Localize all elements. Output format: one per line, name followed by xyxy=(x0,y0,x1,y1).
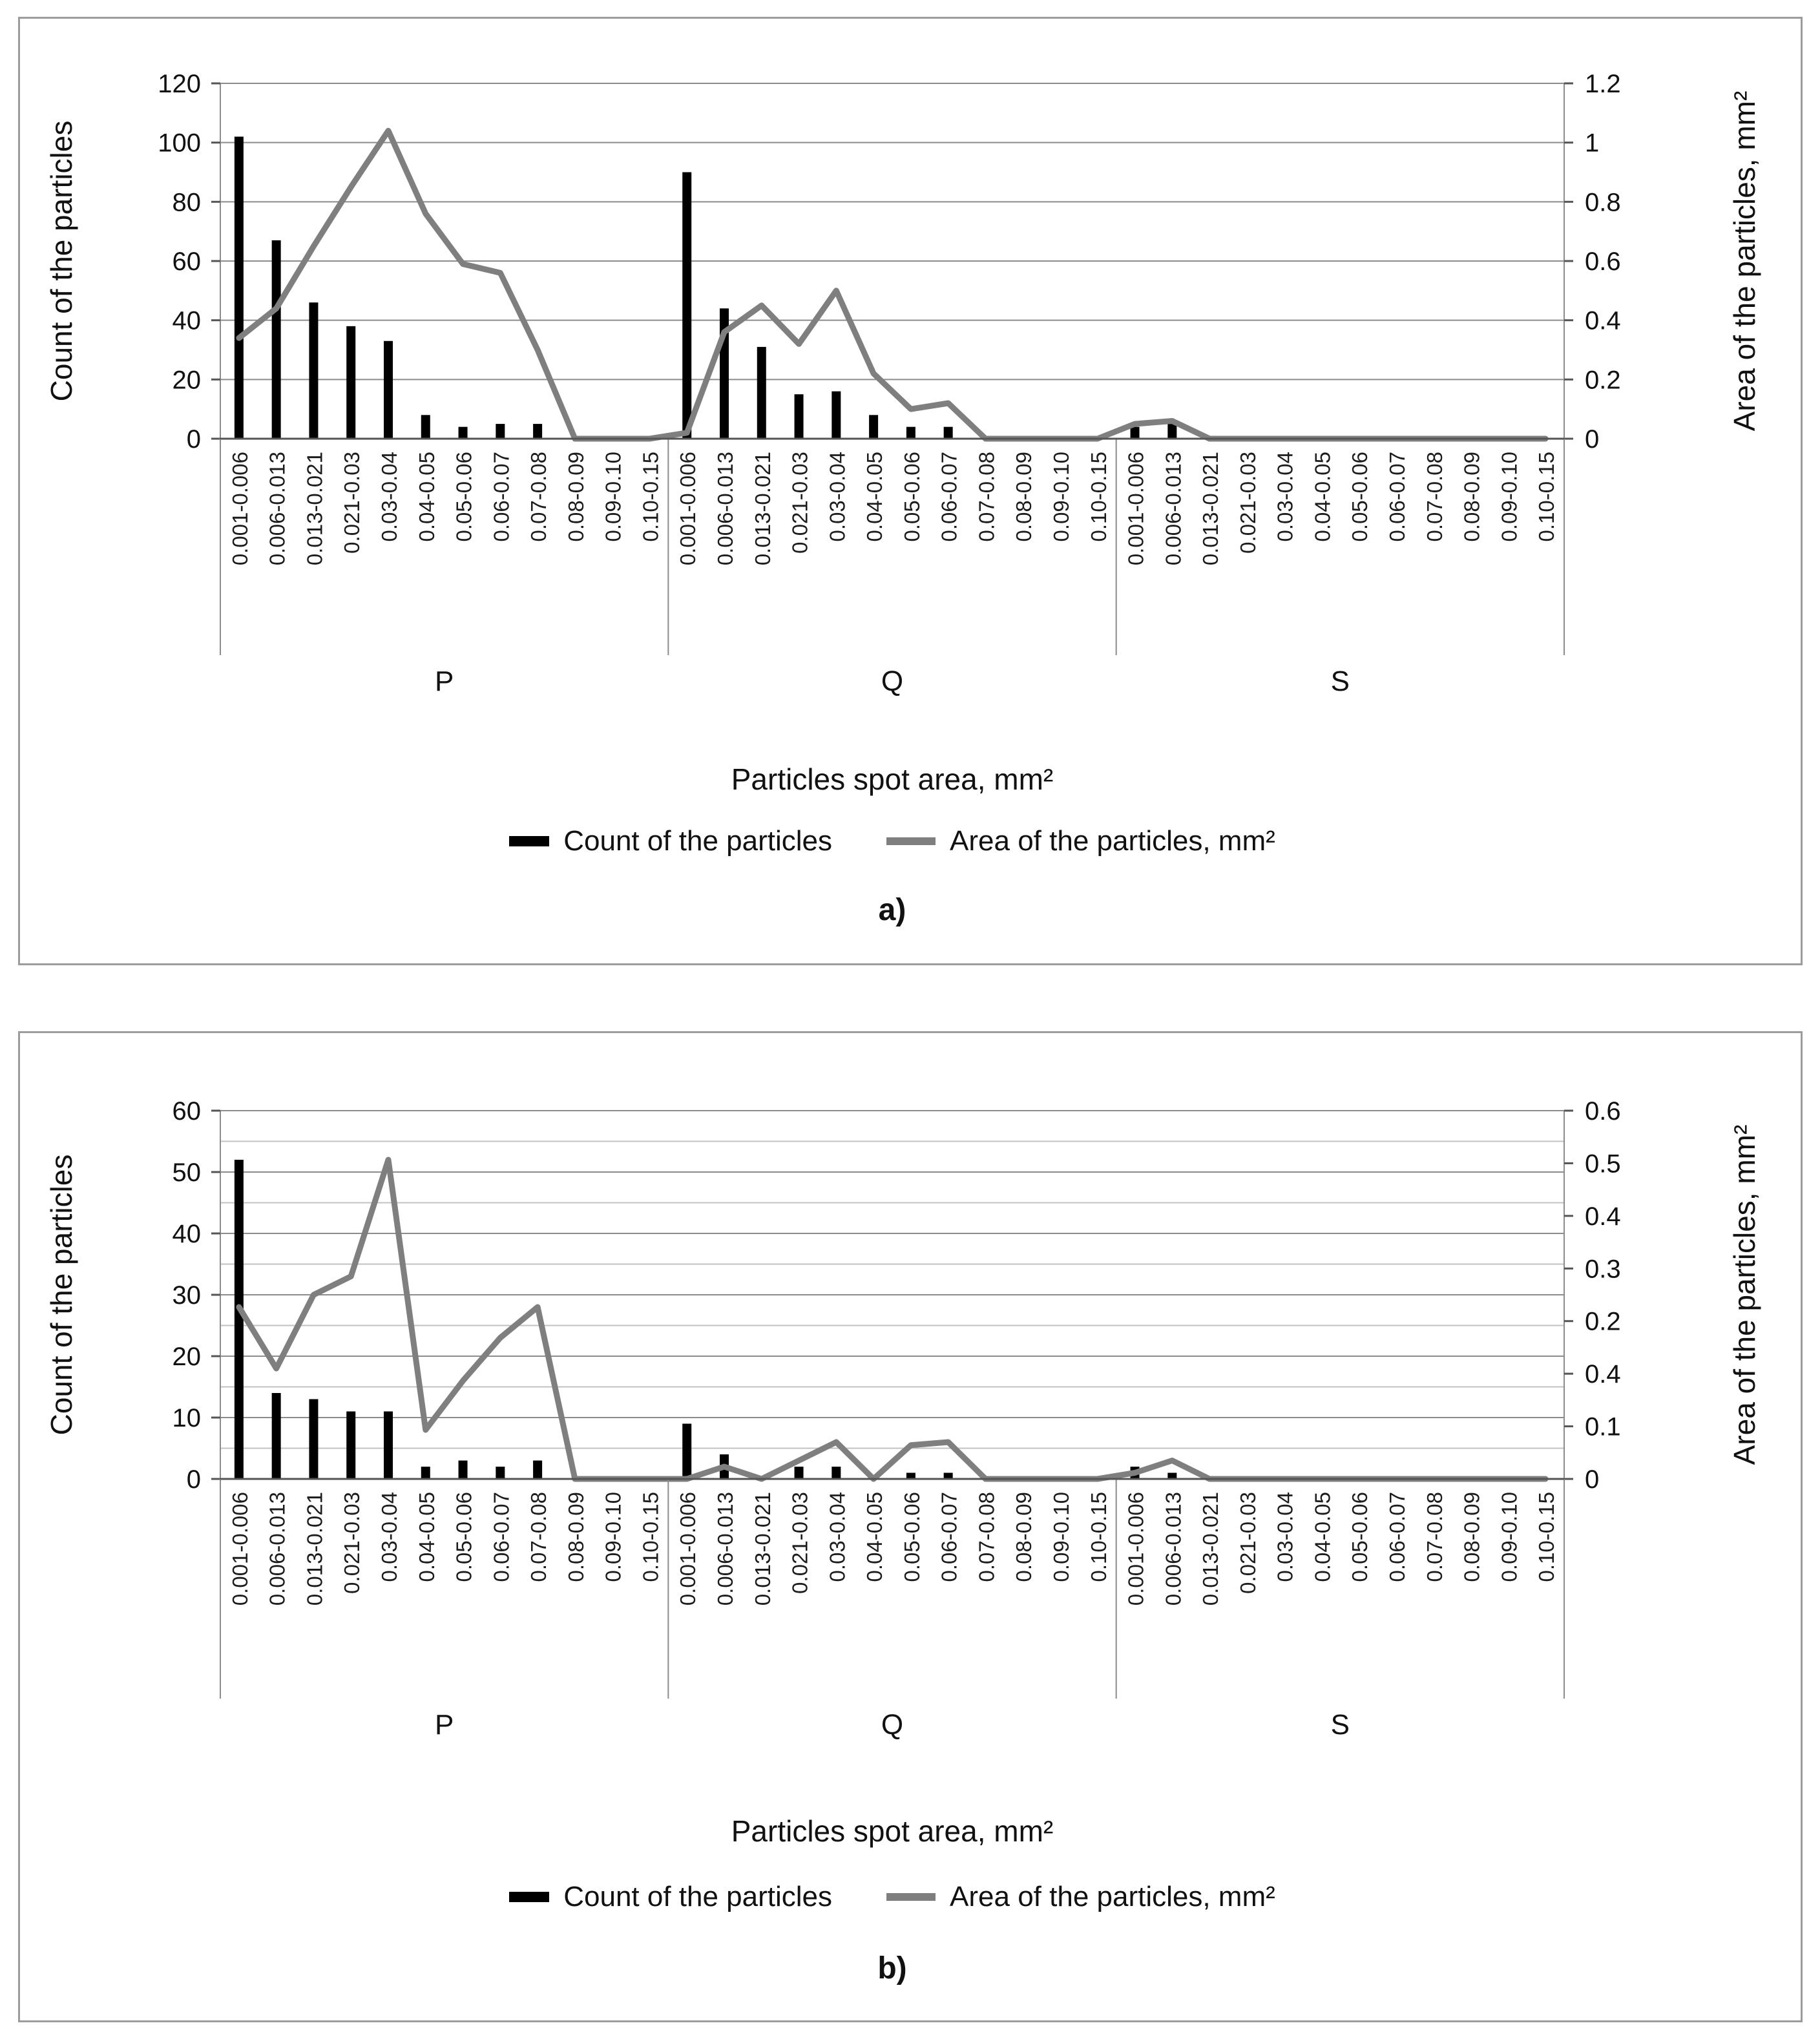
figure-panel-a xyxy=(18,17,1803,965)
left-tick-label: 60 xyxy=(172,247,201,276)
category-tick-label: 0.001-0.006 xyxy=(676,1492,700,1606)
category-tick-label: 0.04-0.05 xyxy=(414,1492,439,1582)
right-tick-label: 0.4 xyxy=(1585,1202,1621,1231)
bar xyxy=(346,326,355,439)
left-tick-label: 30 xyxy=(172,1281,201,1310)
category-tick-label: 0.06-0.07 xyxy=(489,1492,514,1582)
legend-bar-swatch xyxy=(509,1892,549,1902)
category-tick-label: 0.021-0.03 xyxy=(340,452,364,554)
category-tick-label: 0.04-0.05 xyxy=(414,452,439,542)
category-tick-label: 0.04-0.05 xyxy=(1310,451,1335,542)
category-tick-label: 0.08-0.09 xyxy=(563,452,588,542)
category-tick-label: 0.006-0.013 xyxy=(265,1492,289,1606)
legend-bar-label: Count of the particles xyxy=(563,825,833,857)
category-tick-label: 0.07-0.08 xyxy=(527,452,551,542)
bar xyxy=(496,1467,505,1479)
category-tick-label: 0.05-0.06 xyxy=(452,1492,476,1582)
area-line xyxy=(239,1160,1545,1479)
category-tick-label: 0.07-0.08 xyxy=(974,452,999,542)
category-tick-label: 0.03-0.04 xyxy=(1273,1492,1297,1582)
right-tick-label: 1 xyxy=(1585,129,1600,158)
category-tick-label: 0.013-0.021 xyxy=(1198,1492,1223,1606)
legend-line-swatch xyxy=(886,837,936,845)
right-tick-label: 0.6 xyxy=(1585,247,1621,276)
category-tick-label: 0.013-0.021 xyxy=(750,1492,775,1606)
bar xyxy=(421,1467,430,1479)
category-tick-label: 0.09-0.10 xyxy=(601,452,625,542)
legend-bar-swatch xyxy=(509,836,549,846)
left-tick-label: 50 xyxy=(172,1158,201,1187)
category-tick-label: 0.03-0.04 xyxy=(825,452,850,542)
category-tick-label: 0.013-0.021 xyxy=(302,452,327,566)
right-tick-label: 0.4 xyxy=(1585,1360,1621,1389)
left-tick-label: 80 xyxy=(172,188,201,217)
category-tick-label: 0.006-0.013 xyxy=(265,452,289,566)
right-tick-label: 0.8 xyxy=(1585,188,1621,217)
bar xyxy=(272,1393,281,1479)
category-tick-label: 0.09-0.10 xyxy=(1497,1492,1522,1582)
left-tick-label: 40 xyxy=(172,1220,201,1248)
right-tick-label: 0.3 xyxy=(1585,1255,1621,1284)
category-tick-label: 0.001-0.006 xyxy=(227,452,252,566)
bar xyxy=(795,1467,804,1479)
bar xyxy=(832,392,841,439)
bar xyxy=(496,424,505,439)
group-label: S xyxy=(1330,665,1350,697)
category-tick-label: 0.08-0.09 xyxy=(1012,452,1036,542)
right-tick-label: 1.2 xyxy=(1585,70,1621,98)
bar xyxy=(346,1412,355,1480)
category-tick-label: 0.013-0.021 xyxy=(302,1492,327,1606)
category-tick-label: 0.001-0.006 xyxy=(1124,1492,1148,1606)
figure-panel-b xyxy=(18,1031,1803,2022)
group-label: Q xyxy=(881,1709,904,1741)
bar xyxy=(757,347,766,439)
category-tick-label: 0.06-0.07 xyxy=(1385,452,1409,542)
right-tick-label: 0 xyxy=(1585,1465,1600,1494)
category-tick-label: 0.08-0.09 xyxy=(563,1492,588,1582)
category-tick-label: 0.006-0.013 xyxy=(713,452,737,566)
left-tick-label: 0 xyxy=(186,425,201,454)
category-tick-label: 0.10-0.15 xyxy=(1086,452,1111,542)
category-tick-label: 0.09-0.10 xyxy=(1497,452,1522,542)
bar xyxy=(235,1160,244,1479)
category-tick-label: 0.001-0.006 xyxy=(676,452,700,566)
bar xyxy=(1167,424,1177,439)
category-tick-label: 0.04-0.05 xyxy=(1310,1492,1335,1582)
right-tick-label: 0 xyxy=(1585,425,1600,454)
left-tick-label: 100 xyxy=(158,129,201,158)
legend-line-label: Area of the particles, mm² xyxy=(950,1881,1275,1912)
right-tick-label: 0.5 xyxy=(1585,1149,1621,1178)
bar xyxy=(906,427,915,439)
category-tick-label: 0.07-0.08 xyxy=(527,1492,551,1582)
category-tick-label: 0.09-0.10 xyxy=(1049,1492,1073,1582)
category-tick-label: 0.021-0.03 xyxy=(788,452,812,554)
category-tick-label: 0.03-0.04 xyxy=(1273,451,1297,542)
category-tick-label: 0.05-0.06 xyxy=(452,452,476,542)
legend-line-swatch xyxy=(886,1893,936,1901)
right-tick-label: 0.4 xyxy=(1585,306,1621,335)
category-tick-label: 0.09-0.10 xyxy=(1049,452,1073,542)
category-tick-label: 0.001-0.006 xyxy=(227,1492,252,1606)
bar xyxy=(235,137,244,439)
left-tick-label: 10 xyxy=(172,1404,201,1432)
category-tick-label: 0.08-0.09 xyxy=(1459,452,1484,542)
category-tick-label: 0.021-0.03 xyxy=(788,1492,812,1594)
bar xyxy=(869,415,878,439)
category-tick-label: 0.07-0.08 xyxy=(1422,1492,1447,1582)
category-tick-label: 0.006-0.013 xyxy=(1161,452,1186,566)
left-tick-label: 40 xyxy=(172,306,201,335)
category-tick-label: 0.10-0.15 xyxy=(1534,452,1559,542)
bar xyxy=(944,427,953,439)
chart-b-plot xyxy=(20,1033,1801,1802)
category-tick-label: 0.07-0.08 xyxy=(974,1492,999,1582)
category-tick-label: 0.03-0.04 xyxy=(825,1492,850,1582)
category-tick-label: 0.06-0.07 xyxy=(489,452,514,542)
bar xyxy=(533,424,542,439)
left-tick-label: 60 xyxy=(172,1097,201,1126)
category-tick-label: 0.08-0.09 xyxy=(1012,1492,1036,1582)
bar xyxy=(309,302,318,439)
category-tick-label: 0.013-0.021 xyxy=(1198,452,1223,566)
bar xyxy=(384,1412,393,1480)
bar xyxy=(309,1399,318,1480)
left-tick-label: 20 xyxy=(172,1343,201,1371)
bar xyxy=(384,341,393,439)
category-tick-label: 0.06-0.07 xyxy=(1385,1492,1409,1582)
group-label: Q xyxy=(881,665,904,697)
category-tick-label: 0.08-0.09 xyxy=(1459,1492,1484,1582)
caption-b: b) xyxy=(877,1951,907,1985)
category-tick-label: 0.06-0.07 xyxy=(937,1492,961,1582)
left-tick-label: 120 xyxy=(158,70,201,98)
category-tick-label: 0.001-0.006 xyxy=(1124,452,1148,566)
category-tick-label: 0.10-0.15 xyxy=(1086,1492,1111,1582)
legend-b xyxy=(220,1881,1564,1913)
category-tick-label: 0.021-0.03 xyxy=(340,1492,364,1594)
category-tick-label: 0.05-0.06 xyxy=(1348,1492,1372,1582)
group-label: S xyxy=(1330,1709,1350,1741)
category-tick-label: 0.04-0.05 xyxy=(863,452,887,542)
category-tick-label: 0.006-0.013 xyxy=(713,1492,737,1606)
caption-a: a) xyxy=(878,893,906,927)
category-tick-label: 0.021-0.03 xyxy=(1235,1492,1260,1594)
bar xyxy=(832,1467,841,1479)
bar xyxy=(1131,427,1140,439)
right-tick-label: 0.1 xyxy=(1585,1412,1621,1441)
category-tick-label: 0.006-0.013 xyxy=(1161,1492,1186,1606)
category-tick-label: 0.04-0.05 xyxy=(863,1492,887,1582)
bar xyxy=(533,1461,542,1480)
right-tick-label: 0.2 xyxy=(1585,366,1621,395)
category-tick-label: 0.10-0.15 xyxy=(1534,1492,1559,1582)
bar xyxy=(272,240,281,439)
bar xyxy=(421,415,430,439)
category-tick-label: 0.03-0.04 xyxy=(377,1492,401,1582)
left-tick-label: 0 xyxy=(186,1465,201,1494)
left-tick-label: 20 xyxy=(172,366,201,395)
bar xyxy=(682,173,691,439)
x-axis-title-b: Particles spot area, mm² xyxy=(731,1814,1054,1848)
category-tick-label: 0.05-0.06 xyxy=(1348,452,1372,542)
bar xyxy=(459,427,468,439)
right-axis-title: Area of the particles, mm² xyxy=(1728,90,1761,432)
category-tick-label: 0.07-0.08 xyxy=(1422,452,1447,542)
category-tick-label: 0.06-0.07 xyxy=(937,452,961,542)
group-label: P xyxy=(434,1709,454,1741)
bar xyxy=(795,394,804,439)
category-tick-label: 0.013-0.021 xyxy=(750,452,775,566)
chart-a-plot xyxy=(20,19,1801,739)
category-tick-label: 0.09-0.10 xyxy=(601,1492,625,1582)
left-axis-title: Count of the particles xyxy=(45,120,78,402)
right-axis-title: Area of the particles, mm² xyxy=(1728,1124,1761,1465)
left-axis-title: Count of the particles xyxy=(45,1154,78,1436)
legend-a xyxy=(220,825,1564,857)
category-tick-label: 0.021-0.03 xyxy=(1235,452,1260,554)
category-tick-label: 0.10-0.15 xyxy=(638,452,663,542)
category-tick-label: 0.05-0.06 xyxy=(899,1492,924,1582)
legend-bar-label: Count of the particles xyxy=(563,1881,833,1912)
bar xyxy=(459,1461,468,1480)
category-tick-label: 0.03-0.04 xyxy=(377,452,401,542)
category-tick-label: 0.10-0.15 xyxy=(638,1492,663,1582)
category-tick-label: 0.05-0.06 xyxy=(899,452,924,542)
bar xyxy=(682,1424,691,1480)
x-axis-title-a: Particles spot area, mm² xyxy=(731,762,1054,796)
group-label: P xyxy=(434,665,454,697)
right-tick-label: 0.6 xyxy=(1585,1097,1621,1126)
right-tick-label: 0.2 xyxy=(1585,1307,1621,1336)
legend-line-label: Area of the particles, mm² xyxy=(950,825,1275,857)
area-line xyxy=(239,131,1545,439)
